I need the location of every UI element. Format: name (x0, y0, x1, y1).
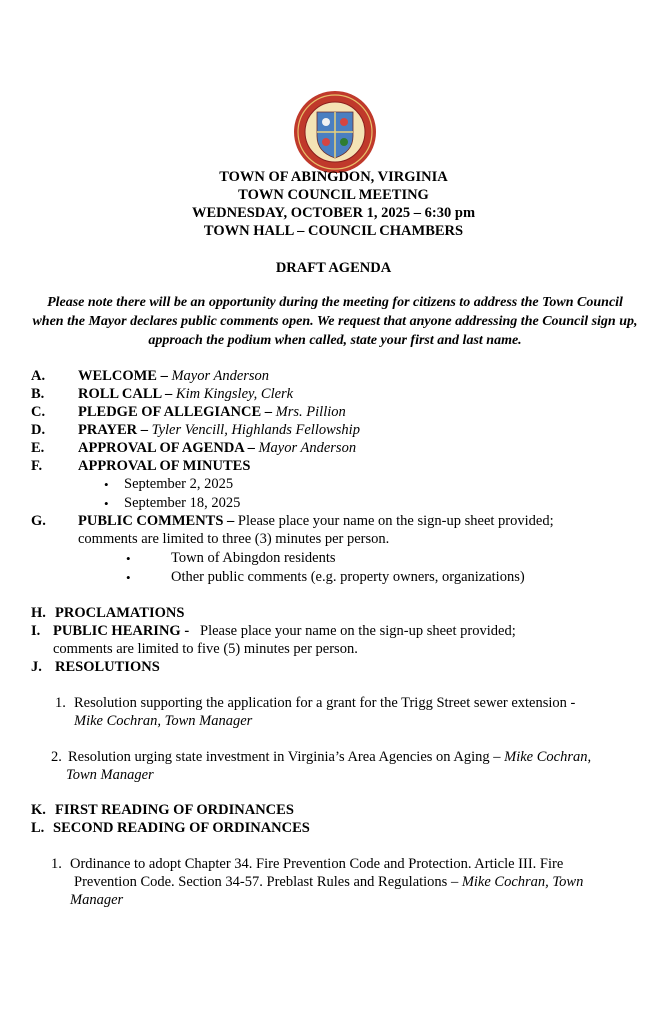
ordinance-text: Ordinance to adopt Chapter 34. Fire Prevention Code and Protection. Article III. Fire (70, 856, 564, 872)
agenda-item-prayer (78, 421, 360, 439)
item-letter: H. (31, 605, 46, 621)
item-letter: L. (31, 820, 45, 836)
ordinance-number: 1. (51, 856, 62, 872)
agenda-item-approval-agenda (78, 439, 356, 457)
bullet-icon: • (104, 477, 109, 492)
agenda-item-proclamations: PROCLAMATIONS (55, 605, 185, 621)
item-detail: Mayor Anderson (171, 368, 270, 384)
agenda-item-pledge (78, 403, 346, 421)
ordinance-text-continued: Prevention Code. Section 34-57. Preblast Rules and Regulations – (74, 874, 459, 890)
bullet-icon: • (126, 570, 131, 585)
header-meeting-type: TOWN COUNCIL MEETING (238, 187, 429, 203)
item-detail: Kim Kingsley, Clerk (175, 386, 294, 402)
public-comment-notice: Please note there will be an opportunity during the meeting for citizens to address the Town Council when the Mayor declares public comments open. We request that anyone addressing the Council sign up, approach the podium when called, state your first and last name. (32, 295, 638, 348)
agenda-title: DRAFT AGENDA (275, 260, 392, 276)
resolution-item (68, 748, 591, 766)
agenda-item-public-hearing (53, 622, 516, 640)
item-letter: J. (31, 659, 42, 675)
item-letter: D. (31, 422, 46, 438)
minutes-date: September 2, 2025 (124, 476, 234, 492)
item-detail: Please place your name on the sign-up sheet provided; (200, 623, 516, 639)
item-letter: C. (31, 404, 46, 420)
agenda-item-second-reading: SECOND READING OF ORDINANCES (53, 820, 310, 836)
item-letter: A. (31, 368, 46, 384)
agenda-item-approval-minutes: APPROVAL OF MINUTES (78, 458, 251, 474)
item-detail: Please place your name on the sign-up sheet provided; (237, 513, 554, 529)
item-detail-continued: comments are limited to five (5) minutes per person. (53, 641, 358, 657)
resolution-text: Resolution urging state investment in Virginia’s Area Agencies on Aging – (68, 749, 501, 765)
item-title: PUBLIC COMMENTS – (78, 513, 235, 529)
header-meeting-location: TOWN HALL – COUNCIL CHAMBERS (203, 223, 464, 239)
item-letter: B. (31, 386, 45, 402)
ordinance-presenter-continued: Manager (70, 892, 124, 908)
ordinance-presenter: Mike Cochran, Town (461, 874, 584, 890)
item-detail-continued: comments are limited to three (3) minutes per person. (78, 531, 390, 547)
agenda-item-roll-call (78, 385, 293, 403)
agenda-item-public-comments (78, 512, 554, 530)
comment-category: Town of Abingdon residents (171, 550, 336, 566)
resolution-presenter: Mike Cochran, Town Manager (74, 713, 253, 729)
item-title: PLEDGE OF ALLEGIANCE – (78, 404, 273, 420)
header-town-name: TOWN OF ABINGDON, VIRGINIA (219, 169, 448, 185)
item-letter: F. (31, 458, 43, 474)
item-title: PUBLIC HEARING - (53, 623, 190, 639)
item-letter: K. (31, 802, 46, 818)
item-letter: I. (31, 623, 41, 639)
agenda-item-first-reading: FIRST READING OF ORDINANCES (55, 802, 294, 818)
item-detail: Tyler Vencill, Highlands Fellowship (151, 422, 360, 438)
town-seal-logo (293, 90, 377, 174)
minutes-date: September 18, 2025 (124, 495, 241, 511)
bullet-icon: • (104, 496, 109, 511)
item-title: WELCOME – (78, 368, 168, 384)
resolution-number: 1. (55, 695, 66, 711)
agenda-item-resolutions: RESOLUTIONS (55, 659, 160, 675)
resolution-presenter: Mike Cochran, (504, 749, 592, 765)
item-detail: Mayor Anderson (258, 440, 357, 456)
header-meeting-date: WEDNESDAY, OCTOBER 1, 2025 – 6:30 pm (191, 205, 476, 221)
resolution-number: 2. (51, 749, 62, 765)
item-title: APPROVAL OF AGENDA – (78, 440, 255, 456)
bullet-icon: • (126, 551, 131, 566)
item-title: PRAYER – (78, 422, 148, 438)
comment-category: Other public comments (e.g. property owners, organizations) (171, 569, 525, 585)
ordinance-item (74, 873, 583, 891)
item-title: ROLL CALL – (78, 386, 173, 402)
resolution-presenter-continued: Town Manager (66, 767, 154, 783)
resolution-text: Resolution supporting the application for a grant for the Trigg Street sewer extension - (74, 695, 576, 711)
agenda-item-welcome (78, 367, 269, 385)
item-letter: E. (31, 440, 45, 456)
item-detail: Mrs. Pillion (275, 404, 346, 420)
item-letter: G. (31, 513, 46, 529)
